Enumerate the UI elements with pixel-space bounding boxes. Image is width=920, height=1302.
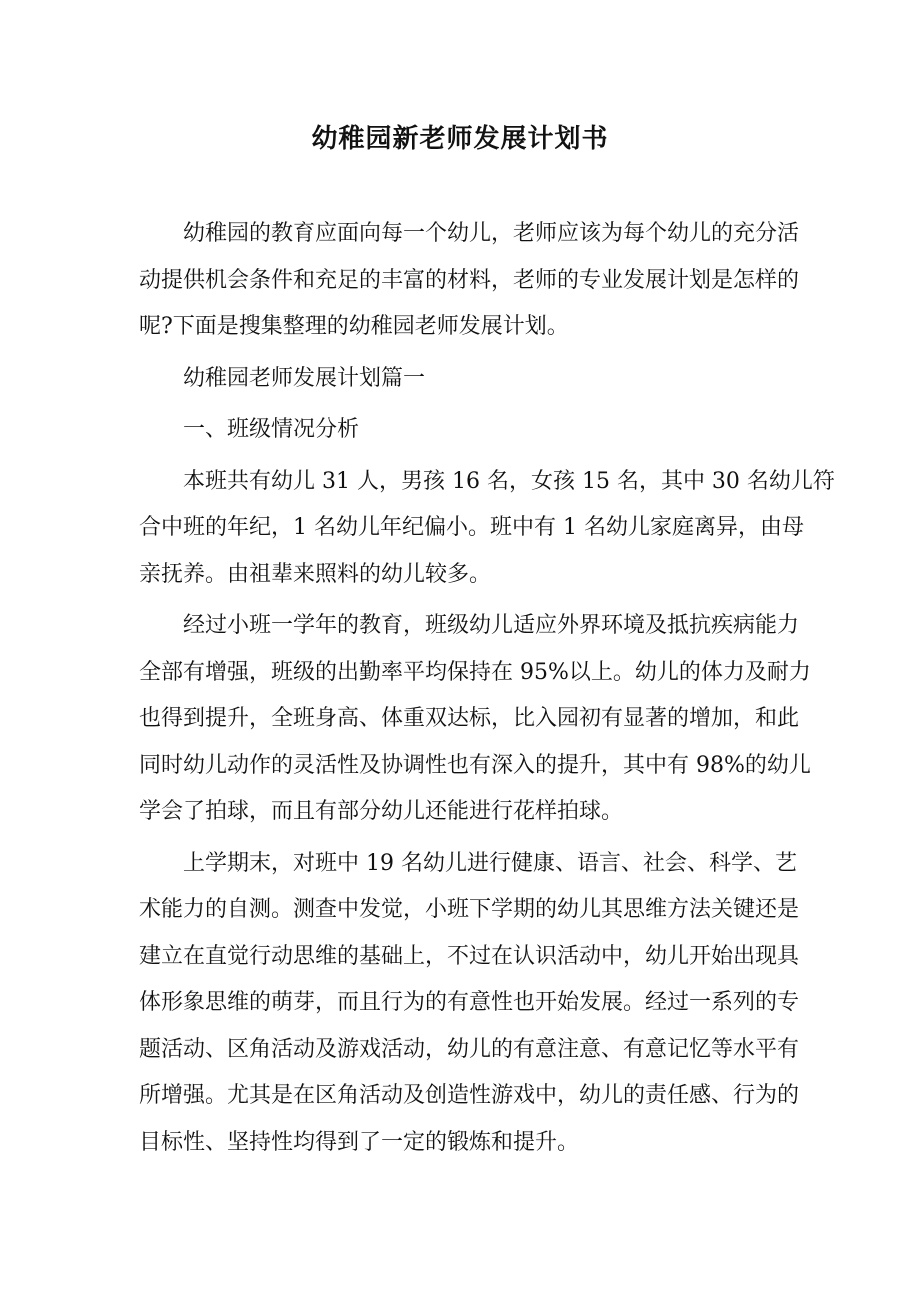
text-line: 所增强。尤其是在区角活动及创造性游戏中，幼儿的责任感、行为的 <box>139 1083 800 1108</box>
text-line: 幼稚园老师发展计划篇一 <box>183 365 426 391</box>
text-line: 合中班的年纪，1 名幼儿年纪偏小。班中有 1 名幼儿家庭离异，由母 <box>139 515 804 540</box>
text-line: 同时幼儿动作的灵活性及协调性也有深入的提升，其中有 98%的幼儿 <box>139 752 811 778</box>
text-line: 全部有增强，班级的出勤率平均保持在 95%以上。幼儿的体力及耐力 <box>139 659 811 685</box>
text-line: 题活动、区角活动及游戏活动，幼儿的有意注意、有意记忆等水平有 <box>139 1036 800 1062</box>
text-line: 经过小班一学年的教育，班级幼儿适应外界环境及抵抗疾病能力 <box>183 613 800 638</box>
text-line: 目标性、坚持性均得到了一定的锻炼和提升。 <box>139 1129 580 1155</box>
paragraph <box>139 407 781 454</box>
text-line: 呢?下面是搜集整理的幼稚园老师发展计划。 <box>139 314 569 339</box>
paragraph <box>139 356 781 403</box>
document-body <box>139 211 835 1171</box>
paragraph <box>139 603 811 836</box>
document-title: 幼稚园新老师发展计划书 <box>311 124 609 154</box>
paragraph <box>139 459 835 599</box>
text-line: 也得到提升，全班身高、体重双达标，比入园初有显著的增加，和此 <box>139 706 800 731</box>
text-line: 亲抚养。由祖辈来照料的幼儿较多。 <box>139 561 492 587</box>
text-line: 幼稚园的教育应面向每一个幼儿，老师应该为每个幼儿的充分活 <box>183 221 800 246</box>
text-line: 本班共有幼儿 31 人，男孩 16 名，女孩 15 名，其中 30 名幼儿符 <box>183 468 835 494</box>
text-line: 建立在直觉行动思维的基础上，不过在认识活动中，幼儿开始出现具 <box>139 943 800 969</box>
text-line: 一、班级情况分析 <box>183 417 360 442</box>
text-line: 术能力的自测。测查中发觉，小班下学期的幼儿其思维方法关键还是 <box>139 897 800 922</box>
paragraph <box>139 211 800 351</box>
paragraph <box>139 841 800 1167</box>
text-line: 动提供机会条件和充足的丰富的材料，老师的专业发展计划是怎样的 <box>139 267 800 293</box>
text-line: 体形象思维的萌芽，而且行为的有意性也开始发展。经过一系列的专 <box>139 990 800 1015</box>
text-line: 上学期末，对班中 19 名幼儿进行健康、语言、社会、科学、艺 <box>183 850 797 876</box>
text-line: 学会了拍球，而且有部分幼儿还能进行花样拍球。 <box>139 799 624 824</box>
